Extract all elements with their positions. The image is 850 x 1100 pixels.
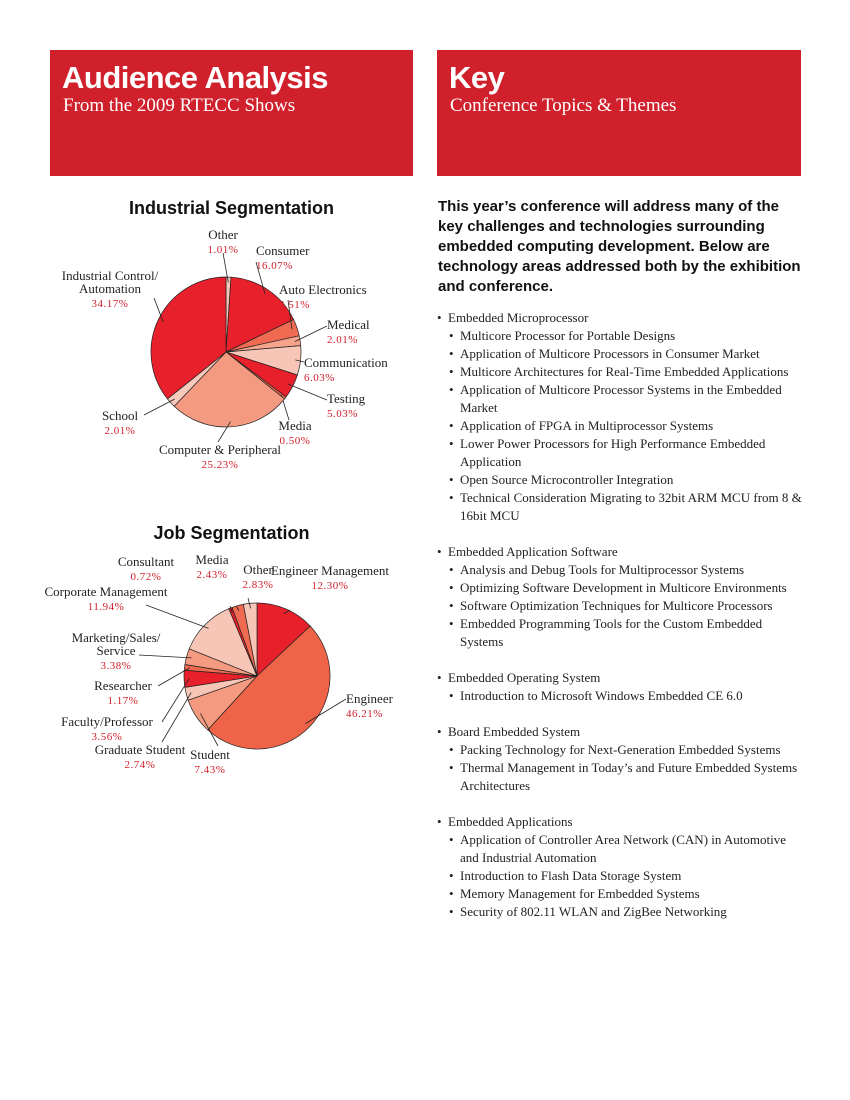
topic-item: • Introduction to Flash Data Storage System	[437, 867, 807, 885]
job-chart-title: Job Segmentation	[153, 523, 310, 543]
topic-item: • Security of 802.11 WLAN and ZigBee Networking	[437, 903, 807, 921]
topic-block	[437, 813, 807, 921]
slice-percent: 3.51%	[279, 299, 310, 311]
topic-items	[437, 561, 807, 651]
slice-label: Testing	[327, 391, 366, 406]
leader-line	[144, 399, 175, 415]
audience-analysis-title: Audience Analysis	[62, 60, 329, 95]
topic-item: • Analysis and Debug Tools for Multiprocessor Systems	[437, 561, 807, 579]
slice-label: Marketing/Sales/	[71, 630, 161, 645]
slice-label: Consumer	[256, 243, 310, 258]
slice-label: Service	[96, 643, 136, 658]
slice-label: Student	[190, 747, 230, 762]
slice-percent: 12.30%	[311, 580, 349, 592]
slice-percent: 1.01%	[207, 244, 239, 256]
slice-percent: 5.03%	[327, 408, 358, 420]
slice-label: Automation	[78, 281, 142, 296]
topic-title: • Embedded Operating System	[437, 669, 807, 687]
topic-block	[437, 723, 807, 795]
audience-analysis-banner	[50, 50, 413, 176]
topic-item: • Thermal Management in Today’s and Future Embedded Systems Architectures	[437, 759, 807, 795]
slice-label: Communication	[304, 355, 388, 370]
slice-label: Medical	[327, 317, 370, 332]
industrial-chart-title: Industrial Segmentation	[128, 198, 335, 218]
job-segmentation-pie-chart	[44, 550, 413, 800]
topic-item: • Application of FPGA in Multiprocessor Systems	[437, 417, 807, 435]
audience-analysis-subtitle: From the 2009 RTECC Shows	[63, 95, 296, 116]
topic-title: • Board Embedded System	[437, 723, 807, 741]
topic-items	[437, 831, 807, 921]
slice-percent: 2.01%	[104, 425, 136, 437]
slice-percent: 0.50%	[279, 435, 311, 447]
topic-block	[437, 669, 807, 705]
leader-line	[295, 326, 327, 342]
slice-percent: 11.94%	[87, 601, 125, 613]
leader-line	[162, 679, 189, 722]
slice-percent: 46.21%	[346, 708, 383, 720]
topic-item: • Optimizing Software Development in Multicore Environments	[437, 579, 807, 597]
key-title: Key	[449, 60, 505, 95]
slice-percent: 2.74%	[124, 759, 156, 771]
slice-percent: 1.17%	[107, 695, 139, 707]
slice-percent: 2.01%	[327, 334, 358, 346]
topic-items	[437, 327, 807, 525]
topic-item: • Open Source Microcontroller Integration	[437, 471, 807, 489]
slice-label: Graduate Student	[94, 742, 186, 757]
slice-label: Media	[278, 418, 312, 433]
key-topics-banner	[437, 50, 801, 176]
slice-percent: 6.03%	[304, 372, 335, 384]
topic-title: • Embedded Microprocessor	[437, 309, 807, 327]
leader-line	[288, 384, 327, 400]
topic-item: • Software Optimization Techniques for Multicore Processors	[437, 597, 807, 615]
slice-percent: 0.72%	[130, 571, 162, 583]
slice-percent: 2.43%	[196, 569, 228, 581]
industrial-segmentation-pie-chart	[50, 222, 413, 522]
slice-label: Industrial Control/	[61, 268, 159, 283]
slice-label: Computer & Peripheral	[158, 442, 282, 457]
slice-percent: 25.23%	[201, 459, 239, 471]
slice-label: Corporate Management	[44, 584, 168, 599]
slice-percent: 34.17%	[91, 298, 129, 310]
slice-label: Faculty/Professor	[61, 714, 153, 729]
topic-item: • Multicore Processor for Portable Designs	[437, 327, 807, 345]
slice-percent: 2.83%	[242, 579, 274, 591]
slice-label: Auto Electronics	[279, 282, 367, 297]
slice-label: Engineer Management	[270, 563, 390, 578]
topic-item: • Lower Power Processors for High Performance Embedded Application	[437, 435, 807, 471]
topic-item: • Application of Multicore Processors in Consumer Market	[437, 345, 807, 363]
slice-label: Researcher	[94, 678, 152, 693]
topic-item: • Multicore Architectures for Real-Time Embedded Applications	[437, 363, 807, 381]
topic-title: • Embedded Applications	[437, 813, 807, 831]
slice-label: Other	[243, 562, 273, 577]
topic-item: • Memory Management for Embedded Systems	[437, 885, 807, 903]
slice-percent: 3.38%	[100, 660, 132, 672]
slice-label: Engineer	[346, 691, 393, 706]
slice-percent: 3.56%	[91, 731, 123, 743]
key-subtitle: Conference Topics & Themes	[450, 95, 677, 116]
topic-item: • Application of Multicore Processor Systems in the Embedded Market	[437, 381, 807, 417]
leader-line	[154, 298, 163, 322]
slice-label: School	[101, 408, 139, 423]
slice-label: Media	[195, 552, 229, 567]
topic-list	[437, 309, 807, 939]
leader-line	[139, 655, 192, 658]
slice-percent: 7.43%	[194, 764, 226, 776]
topic-items	[437, 687, 807, 705]
topic-block	[437, 309, 807, 525]
topic-item: • Application of Controller Area Network (CAN) in Automotive and Industrial Automation	[437, 831, 807, 867]
conference-intro: This year’s conference will address many of the key challenges and technologies surrounding embedded computing development. Below are technology areas addressed both by the exhibition and conference.	[438, 198, 801, 295]
topic-item: • Embedded Programming Tools for the Custom Embedded Systems	[437, 615, 807, 651]
topic-item: • Introduction to Microsoft Windows Embedded CE 6.0	[437, 687, 807, 705]
leader-line	[146, 605, 209, 628]
slice-percent: 16.07%	[256, 260, 293, 272]
topic-title: • Embedded Application Software	[437, 543, 807, 561]
slice-label: Other	[208, 227, 238, 242]
topic-block	[437, 543, 807, 651]
slice-label: Consultant	[117, 554, 175, 569]
leader-line	[162, 693, 191, 742]
topic-items	[437, 741, 807, 795]
topic-item: • Technical Consideration Migrating to 32bit ARM MCU from 8 & 16bit MCU	[437, 489, 807, 525]
topic-item: • Packing Technology for Next-Generation Embedded Systems	[437, 741, 807, 759]
